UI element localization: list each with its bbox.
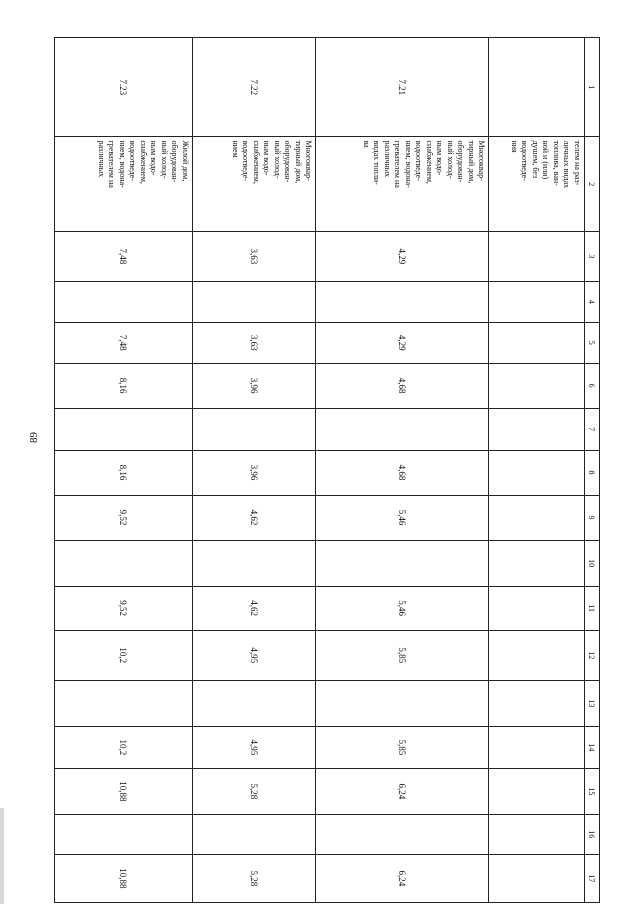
value-cell: [192, 281, 315, 322]
col-num: 8: [585, 450, 600, 495]
col-num: 10: [585, 540, 600, 586]
value-cell: 10,88: [55, 768, 193, 814]
value-cell: [55, 540, 193, 586]
col-num: 14: [585, 726, 600, 768]
value-cell: 5,85: [316, 726, 489, 768]
col-num: 7: [585, 408, 600, 450]
row-label: телем на раз- личных видах топлива, ван- ной и (или) душем, без водоотведе- ния: [489, 137, 585, 231]
value-cell: 10,2: [55, 630, 193, 680]
value-cell: 8,16: [55, 363, 193, 408]
value-cell: 5,28: [192, 854, 315, 902]
col-num: 5: [585, 322, 600, 363]
value-cell: [192, 540, 315, 586]
value-cell: 3,96: [192, 363, 315, 408]
row-label: Жилой дом, оборудован- ный холод- ным водо- снабжением, водоотведе- нием, водона- гревателем на различных: [55, 137, 193, 231]
value-cell: 7,48: [55, 322, 193, 363]
value-cell: 5,46: [316, 495, 489, 540]
col-num: 11: [585, 586, 600, 630]
col-num: 12: [585, 630, 600, 680]
row-label: Многоквар- тирный дом, оборудован- ный холод- ным водо- снабжением, водоотведе- нием, водона- гревателем на различных видах топли- ва: [316, 137, 489, 231]
value-cell: [316, 540, 489, 586]
value-cell: 4,95: [192, 630, 315, 680]
value-cell: 4,62: [192, 495, 315, 540]
table-row: [316, 38, 489, 903]
rotated-page: [54, 37, 600, 903]
value-cell: [316, 680, 489, 726]
row-label: Многоквар- тирный дом, оборудован- ный холод- ным водо- снабжением, водоотведе- нием: [192, 137, 315, 231]
page-number: 89: [28, 432, 40, 443]
col-num: 3: [585, 231, 600, 281]
value-cell: 5,28: [192, 768, 315, 814]
value-cell: [192, 680, 315, 726]
value-cell: 6,24: [316, 854, 489, 902]
value-cell: 4,68: [316, 363, 489, 408]
value-cell: 4,62: [192, 586, 315, 630]
value-cell: [316, 408, 489, 450]
value-cell: 4,29: [316, 231, 489, 281]
value-cell: 4,95: [192, 726, 315, 768]
value-cell: [192, 408, 315, 450]
value-cell: 4,68: [316, 450, 489, 495]
value-cell: 8,16: [55, 450, 193, 495]
row-id: 7.21: [316, 38, 489, 137]
value-cell: [55, 281, 193, 322]
column-number-row: [585, 38, 600, 903]
value-cell: [55, 408, 193, 450]
value-cell: 9,52: [55, 495, 193, 540]
value-cell: 9,52: [55, 586, 193, 630]
value-cell: [192, 814, 315, 854]
value-cell: [55, 680, 193, 726]
table-row: [55, 38, 193, 903]
continuation-row: [489, 38, 585, 903]
col-num: 13: [585, 680, 600, 726]
value-cell: 3,63: [192, 231, 315, 281]
value-cell: 3,63: [192, 322, 315, 363]
value-cell: 3,96: [192, 450, 315, 495]
value-cell: 5,85: [316, 630, 489, 680]
col-num: 9: [585, 495, 600, 540]
col-num: 4: [585, 281, 600, 322]
tariff-table: [54, 37, 600, 903]
col-num: 2: [585, 137, 600, 231]
row-id-cell: [489, 38, 585, 137]
value-cell: 10,88: [55, 854, 193, 902]
col-num: 1: [585, 38, 600, 137]
row-id: 7.23: [55, 38, 193, 137]
value-cell: 7,48: [55, 231, 193, 281]
col-num: 17: [585, 854, 600, 902]
value-cell: 5,46: [316, 586, 489, 630]
value-cell: [55, 814, 193, 854]
value-cell: 4,29: [316, 322, 489, 363]
value-cell: [316, 281, 489, 322]
table-row: [192, 38, 315, 903]
col-num: 6: [585, 363, 600, 408]
value-cell: [316, 814, 489, 854]
value-cell: 10,2: [55, 726, 193, 768]
row-id: 7.22: [192, 38, 315, 137]
scan-edge: [0, 808, 4, 904]
col-num: 16: [585, 814, 600, 854]
col-num: 15: [585, 768, 600, 814]
value-cell: 6,24: [316, 768, 489, 814]
